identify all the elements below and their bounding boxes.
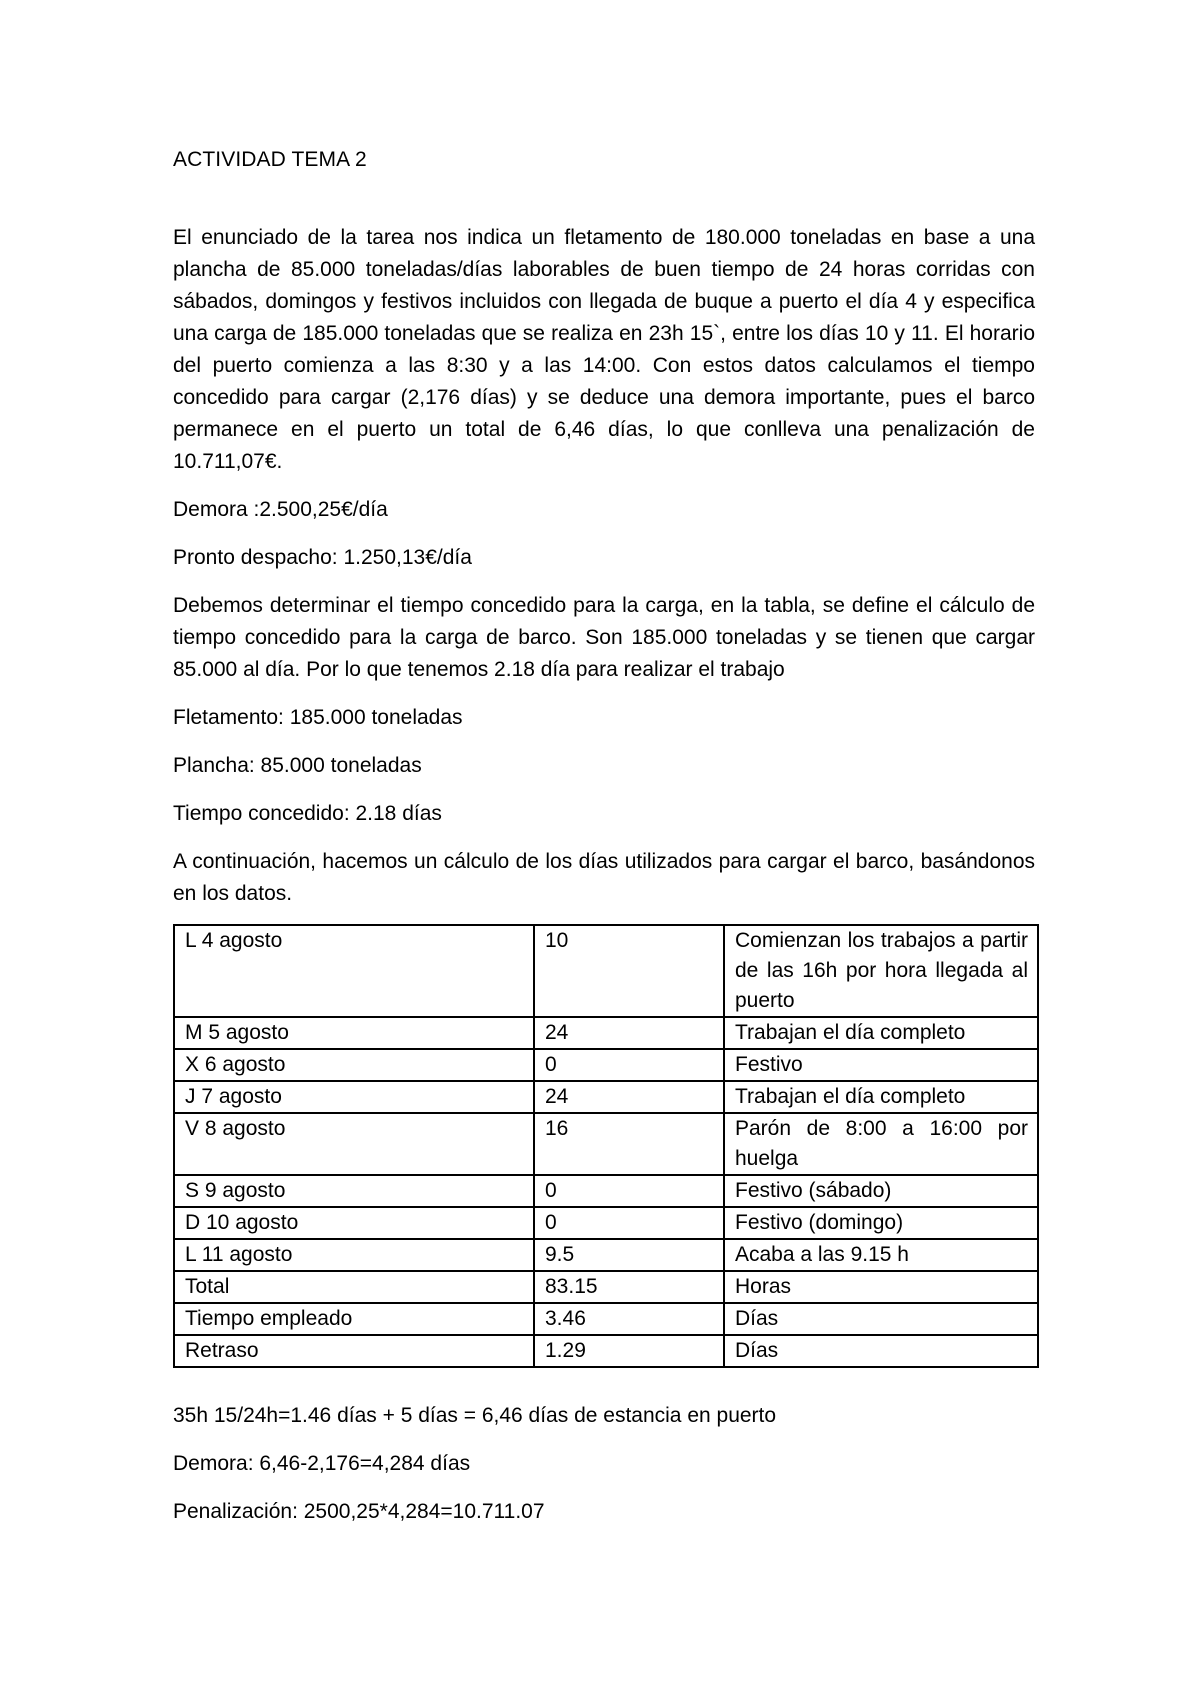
table-cell-hours: 0 [534, 1207, 724, 1239]
table-cell-hours: 24 [534, 1081, 724, 1113]
table-cell-day: V 8 agosto [174, 1113, 534, 1175]
table-cell-note: Comienzan los trabajos a partir de las 16h por hora llegada al puerto [724, 925, 1038, 1017]
table-cell-note: Festivo (domingo) [724, 1207, 1038, 1239]
table-row [174, 1175, 1038, 1207]
document-title: ACTIVIDAD TEMA 2 [173, 148, 367, 171]
table-cell-label: Tiempo empleado [174, 1303, 534, 1335]
intro-paragraph: El enunciado de la tarea nos indica un fletamento de 180.000 toneladas en base a una plancha de 85.000 toneladas/días laborables de buen tiempo de 24 horas corridas con sábados, domingos y festivos incluidos con llegada de buque a puerto el día 4 y especifica una carga de 185.000 toneladas que se realiza en 23h 15`, entre los días 10 y 11. El horario del puerto comienza a las 8:30 y a las 14:00. Con estos datos calculamos el tiempo concedido para cargar (2,176 días) y se deduce una demora importante, pues el barco permanece en el puerto un total de 6,46 días, lo que conlleva una penalización de 10.711,07€. [173, 226, 1035, 473]
table-row [174, 1049, 1038, 1081]
table-cell-day: X 6 agosto [174, 1049, 534, 1081]
table-row [174, 925, 1038, 1017]
table-cell-value: 3.46 [534, 1303, 724, 1335]
pronto-despacho-rate: Pronto despacho: 1.250,13€/día [173, 546, 472, 569]
document-body [173, 144, 1035, 1544]
table-row-tiempo-empleado [174, 1303, 1038, 1335]
table-cell-hours: 10 [534, 925, 724, 1017]
table-cell-value: 83.15 [534, 1271, 724, 1303]
tiempo-concedido-line: Tiempo concedido: 2.18 días [173, 802, 442, 825]
table-cell-note: Festivo (sábado) [724, 1175, 1038, 1207]
table-cell-note: Festivo [724, 1049, 1038, 1081]
table-cell-day: L 4 agosto [174, 925, 534, 1017]
table-row [174, 1239, 1038, 1271]
table-row [174, 1113, 1038, 1175]
demora-rate: Demora :2.500,25€/día [173, 498, 388, 521]
table-cell-hours: 9.5 [534, 1239, 724, 1271]
table-row-total [174, 1271, 1038, 1303]
table-cell-day: L 11 agosto [174, 1239, 534, 1271]
table-row [174, 1017, 1038, 1049]
table-cell-day: J 7 agosto [174, 1081, 534, 1113]
table-cell-day: M 5 agosto [174, 1017, 534, 1049]
table-cell-note: Trabajan el día completo [724, 1017, 1038, 1049]
table-cell-note: Parón de 8:00 a 16:00 por huelga [724, 1113, 1038, 1175]
demora-calculation: Demora: 6,46-2,176=4,284 días [173, 1452, 471, 1475]
table-cell-value: 1.29 [534, 1335, 724, 1367]
estancia-calculation: 35h 15/24h=1.46 días + 5 días = 6,46 días de estancia en puerto [173, 1404, 777, 1427]
hours-table [173, 924, 1039, 1368]
table-cell-unit: Días [724, 1303, 1038, 1335]
table-cell-label: Retraso [174, 1335, 534, 1367]
plancha-line: Plancha: 85.000 toneladas [173, 754, 422, 777]
fletamento-line: Fletamento: 185.000 toneladas [173, 706, 463, 729]
penalizacion-calculation: Penalización: 2500,25*4,284=10.711.07 [173, 1500, 545, 1523]
determinar-paragraph: Debemos determinar el tiempo concedido para la carga, en la tabla, se define el cálculo de tiempo concedido para la carga de barco. Son 185.000 toneladas y se tienen que cargar 85.000 al día. Por lo que tenemos 2.18 día para realizar el trabajo [173, 594, 1035, 681]
table-cell-day: S 9 agosto [174, 1175, 534, 1207]
continuacion-paragraph: A continuación, hacemos un cálculo de los días utilizados para cargar el barco, basándonos en los datos. [173, 850, 1035, 905]
table-row [174, 1207, 1038, 1239]
table-cell-hours: 0 [534, 1175, 724, 1207]
table-cell-day: D 10 agosto [174, 1207, 534, 1239]
table-cell-unit: Horas [724, 1271, 1038, 1303]
table-cell-unit: Días [724, 1335, 1038, 1367]
table-cell-note: Trabajan el día completo [724, 1081, 1038, 1113]
table-cell-label: Total [174, 1271, 534, 1303]
table-row-retraso [174, 1335, 1038, 1367]
table-row [174, 1081, 1038, 1113]
table-cell-hours: 0 [534, 1049, 724, 1081]
table-cell-hours: 16 [534, 1113, 724, 1175]
table-cell-note: Acaba a las 9.15 h [724, 1239, 1038, 1271]
table-cell-hours: 24 [534, 1017, 724, 1049]
